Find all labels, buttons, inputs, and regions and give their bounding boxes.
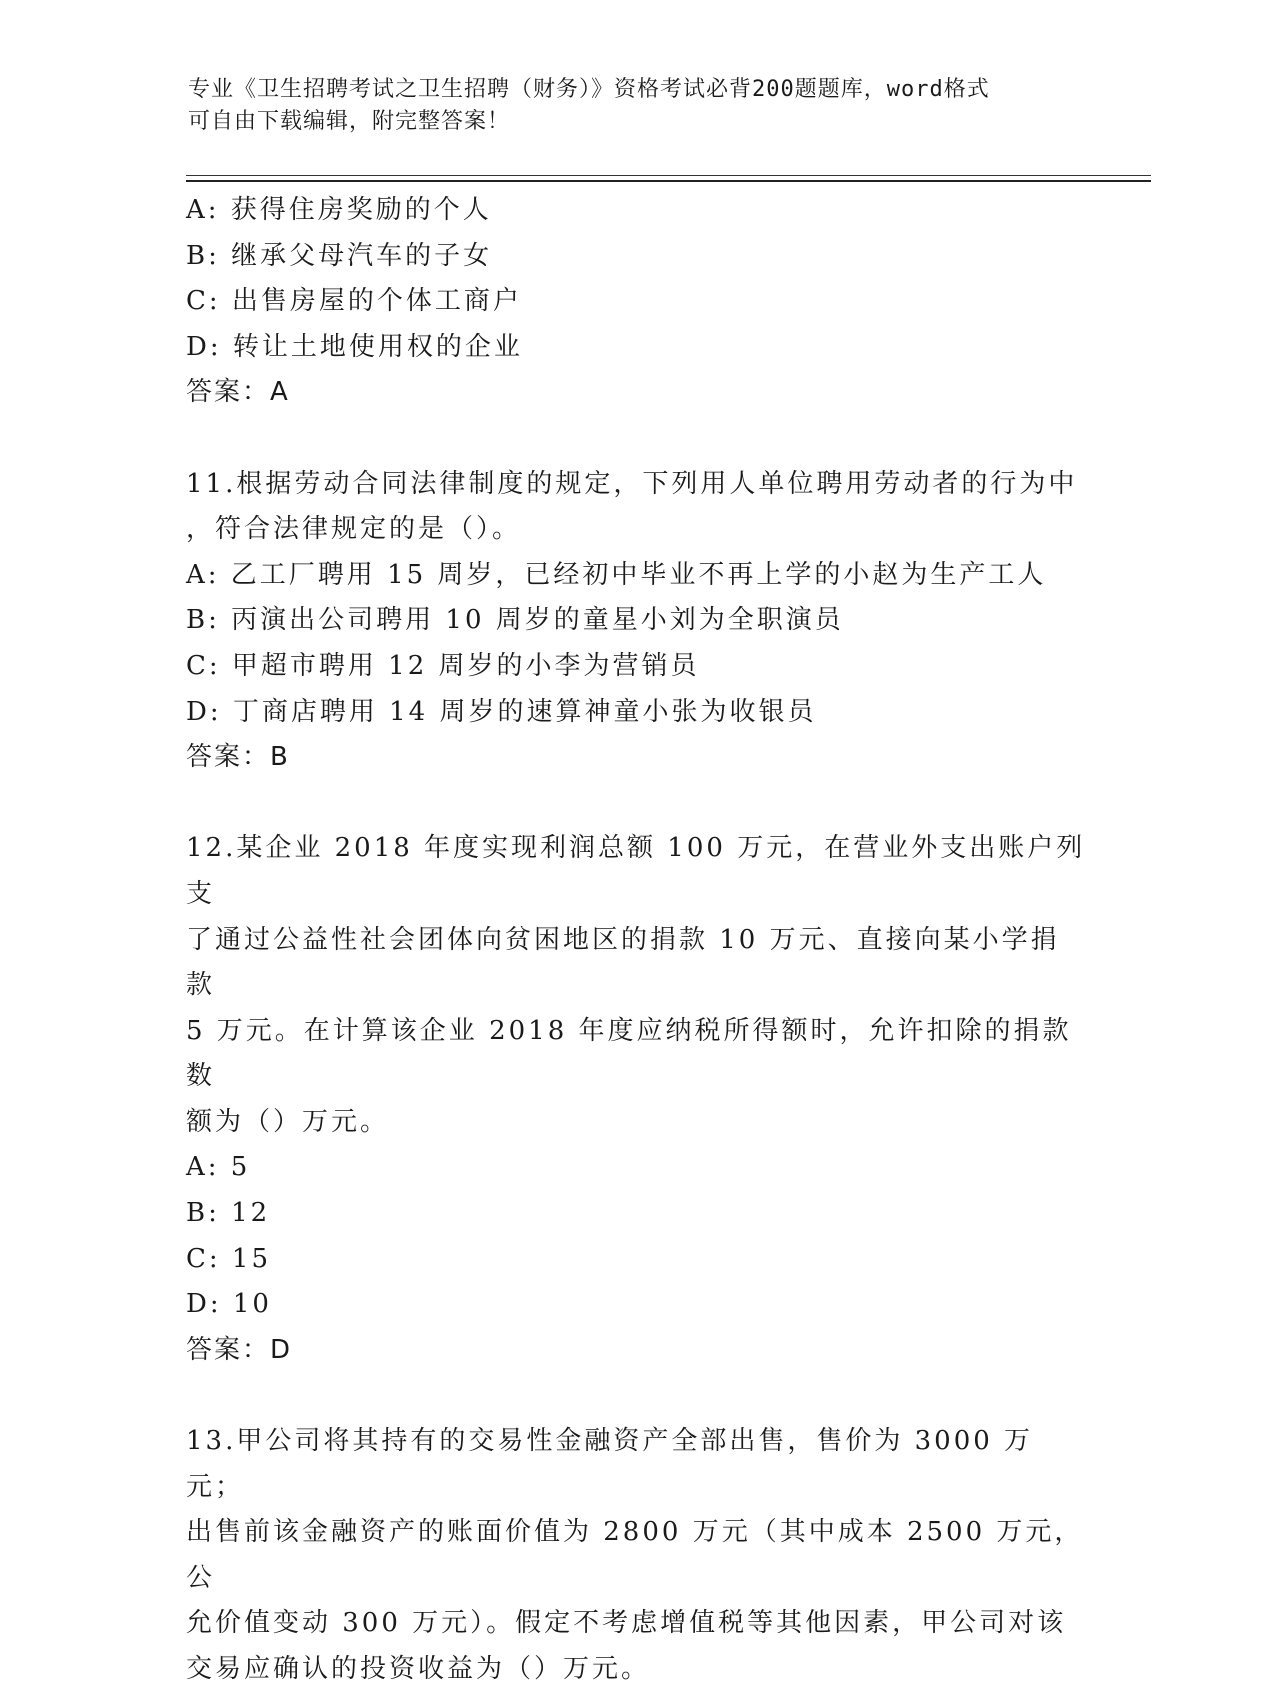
option-c: C: 15	[186, 1243, 272, 1274]
spacer	[186, 416, 1086, 462]
spacer	[186, 781, 1086, 827]
spacer	[186, 1373, 1086, 1419]
question-content	[186, 188, 1086, 1693]
question-stem-line: 11.根据劳动合同法律制度的规定，下列用人单位聘用劳动者的行为中	[186, 468, 1078, 499]
answer-line: 答案：A	[186, 377, 290, 408]
question-13-block	[186, 1419, 1086, 1693]
question-stem-line: 12.某企业 2018 年度实现利润总额 100 万元，在营业外支出账户列支	[186, 833, 1086, 909]
header-line-2: 可自由下载编辑，附完整答案！	[188, 109, 511, 134]
question-stem-line: 允价值变动 300 万元）。假定不考虑增值税等其他因素，甲公司对该	[186, 1608, 1067, 1639]
header-divider-thick	[186, 180, 1151, 182]
option-b: B: 12	[186, 1198, 271, 1229]
option-c: C: 出售房屋的个体工商户	[186, 286, 522, 317]
option-a: A: 5	[186, 1152, 251, 1183]
page-header	[188, 74, 1088, 138]
question-stem-line: 5 万元。在计算该企业 2018 年度应纳税所得额时，允许扣除的捐款数	[186, 1015, 1072, 1092]
question-stem-line: 13.甲公司将其持有的交易性金融资产全部出售，售价为 3000 万元；	[186, 1426, 1034, 1502]
option-b: B: 继承父母汽车的子女	[186, 240, 493, 271]
answer-line: 答案：B	[186, 742, 290, 773]
option-d: D: 转让土地使用权的企业	[186, 331, 523, 362]
option-d: D: 丁商店聘用 14 周岁的速算神童小张为收银员	[186, 696, 817, 727]
question-stem-line: 交易应确认的投资收益为（）万元。	[186, 1654, 651, 1684]
option-b: B: 丙演出公司聘用 10 周岁的童星小刘为全职演员	[186, 605, 844, 636]
option-a: A: 获得住房奖励的个人	[186, 195, 492, 225]
answer-line: 答案：D	[186, 1334, 293, 1365]
question-stem-line: 额为（）万元。	[186, 1106, 390, 1137]
header-line-1: 专业《卫生招聘考试之卫生招聘（财务）》资格考试必背200题题库，word格式	[188, 77, 990, 102]
option-d: D: 10	[186, 1289, 272, 1320]
header-divider-thin	[186, 175, 1151, 176]
option-a: A: 乙工厂聘用 15 周岁，已经初中毕业不再上学的小赵为生产工人	[186, 559, 1047, 590]
prev-question-block	[186, 188, 1086, 416]
question-stem-line: 出售前该金融资产的账面价值为 2800 万元（其中成本 2500 万元，公	[186, 1517, 1084, 1593]
question-12-block	[186, 826, 1086, 1373]
question-stem-line: 了通过公益性社会团体向贫困地区的捐款 10 万元、直接向某小学捐款	[186, 924, 1060, 1001]
question-stem-line: ，符合法律规定的是（）。	[186, 514, 522, 545]
question-11-block	[186, 462, 1086, 781]
option-c: C: 甲超市聘用 12 周岁的小李为营销员	[186, 650, 700, 681]
